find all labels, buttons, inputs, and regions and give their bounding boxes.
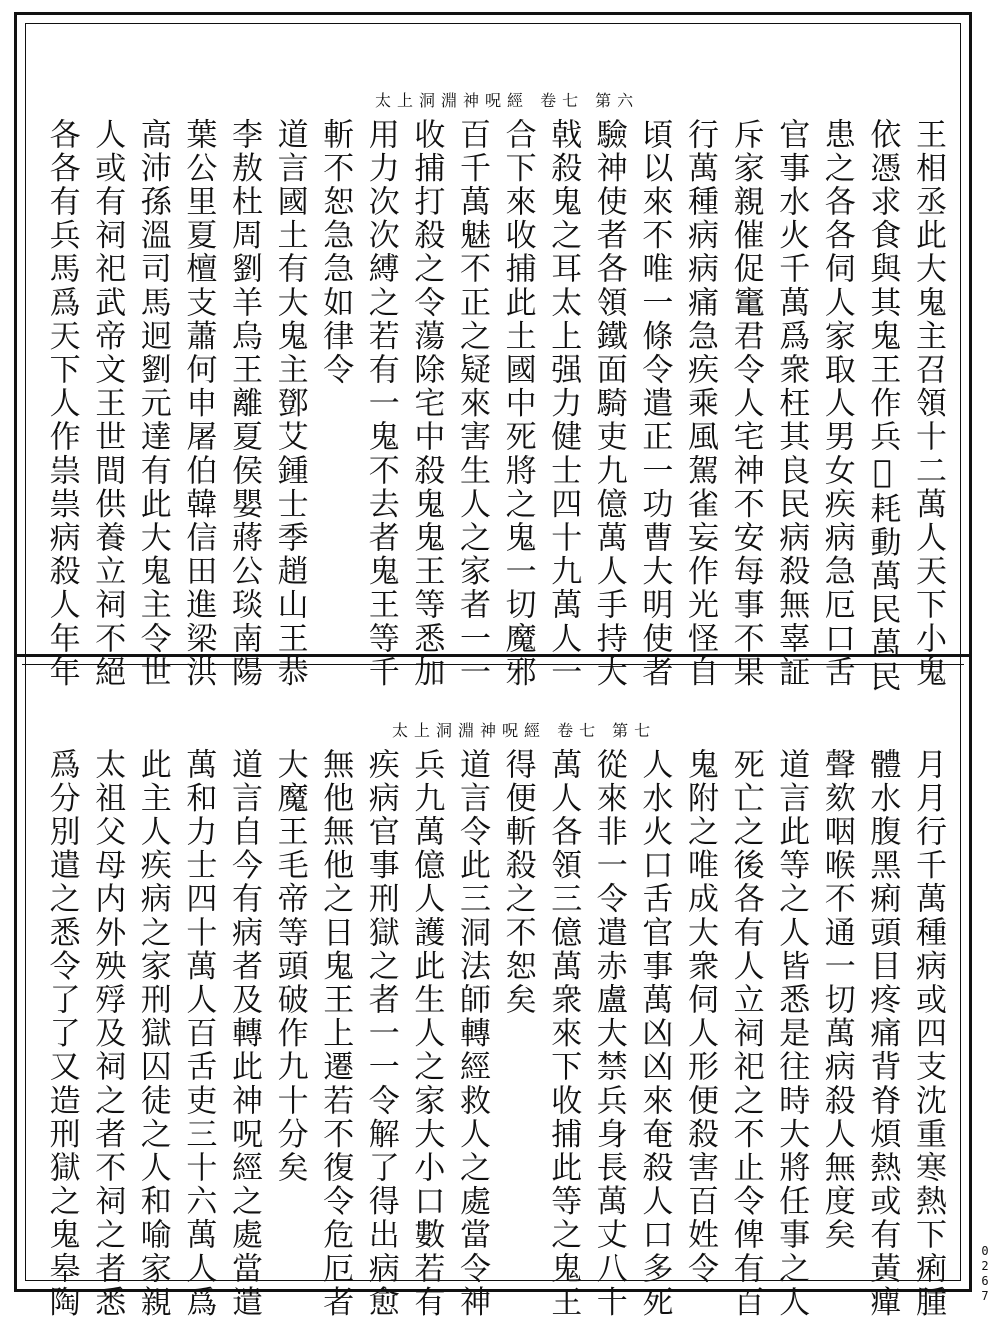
text-column: 聲欬咽喉不通一切萬病殺人無度矣 bbox=[818, 748, 855, 1252]
text-column: 人或有祠祀武帝文王世間供養立祠不絕 bbox=[89, 118, 126, 690]
text-column: 爲分別遣之悉令了了又造刑獄之鬼皋陶 bbox=[43, 748, 80, 1319]
text-column: 道言國土有大鬼主鄧艾鍾士季趙山王恭 bbox=[271, 118, 308, 690]
text-column: 收捕打殺之令蕩除宅中殺鬼鬼王等悉加 bbox=[408, 118, 445, 690]
text-column: 萬人各領三億萬衆來下收捕此等之鬼王 bbox=[545, 748, 582, 1319]
text-column: 驗神使者各領鐵面騎吏九億萬人手持大 bbox=[590, 118, 627, 690]
text-column: 葉公里夏檀支蕭何申屠伯韓信田進梁洪 bbox=[180, 118, 217, 690]
text-column: 疾病官事刑獄之者一一令解了得出病愈 bbox=[362, 748, 399, 1319]
text-column: 戟殺鬼之耳太上强力健士四十九萬人一 bbox=[545, 118, 582, 690]
bottom-page-header: 太上洞淵神呪經 卷七 第七 bbox=[392, 721, 657, 740]
text-column: 太祖父母内外殃殍及祠之者不祠之者悉 bbox=[89, 748, 126, 1319]
text-column: 得便斬殺之不恕矣 bbox=[499, 748, 536, 1017]
text-column: 道言此等之人皆悉是往時大將任事之人 bbox=[773, 748, 810, 1319]
text-column: 鬼附之唯成大衆伺人形便殺害百姓令 bbox=[682, 748, 718, 1286]
text-column: 死亡之後各有人立祠祀之不止令俾有百 bbox=[727, 748, 764, 1319]
text-column: 頃以來不唯一條令遣正一功曹大明使者 bbox=[636, 118, 673, 690]
page-number: 0267 bbox=[978, 1244, 992, 1304]
text-column: 百千萬魅不正之疑來害生人之家者一一 bbox=[454, 118, 490, 690]
text-column: 用力次次縛之若有一鬼不去者鬼王等千 bbox=[362, 118, 399, 690]
text-column: 人水火口舌官事萬凶凶來奄殺人口多死 bbox=[636, 748, 673, 1319]
text-column: 各各有兵馬爲天下人作祟祟病殺人年年 bbox=[43, 118, 80, 690]
text-column: 行萬種病病痛急疾乘風駕雀妄作光怪自 bbox=[682, 118, 718, 690]
text-column: 體水腹黑痢頭目疼痛背脊煩熱或有黃癉 bbox=[864, 748, 901, 1319]
text-column: 高沛孫溫司馬迥劉元達有此大鬼主令世 bbox=[134, 118, 171, 690]
text-column: 萬和力士四十萬人百舌吏三十六萬人爲 bbox=[180, 748, 217, 1319]
text-column: 李敖杜周劉羊烏王離夏侯嬰蔣公琰南陽 bbox=[226, 118, 262, 690]
top-page-header: 太上洞淵神呪經 卷七 第六 bbox=[375, 91, 640, 110]
text-column: 斬不恕急急如律令 bbox=[317, 118, 354, 387]
text-column: 從來非一令遣赤盧大禁兵身長萬丈八十 bbox=[590, 748, 627, 1319]
text-column: 兵九萬億人護此生人之家大小口數若有 bbox=[408, 748, 445, 1319]
text-column: 無他無他之日鬼王上遷若不復令危厄者 bbox=[317, 748, 354, 1319]
text-column: 月月行千萬種病或四支沈重寒熱下痢腫 bbox=[910, 748, 946, 1319]
text-column: 斥家親催促竃君令人宅神不安每事不果 bbox=[727, 118, 764, 690]
text-column: 道言自今有病者及轉此神呪經之處當遣 bbox=[226, 748, 262, 1319]
text-column: 此主人疾病之家刑獄囚徒之人和喻家親 bbox=[134, 748, 171, 1319]
text-column: 王相丞此大鬼主召領十二萬人天下小鬼 bbox=[910, 118, 946, 690]
text-column: 合下來收捕此土國中死將之鬼一切魔邪 bbox=[499, 118, 536, 690]
text-column: 依憑求食與其鬼王作兵𠂭耗動萬民萬民 bbox=[864, 118, 901, 695]
text-column: 患之各各伺人家取人男女疾病急厄口舌 bbox=[818, 118, 855, 690]
text-column: 道言令此三洞法師轉經救人之處當令神 bbox=[454, 748, 490, 1319]
text-column: 官事水火千萬爲衆枉其良民病殺無辜証 bbox=[773, 118, 810, 690]
text-column: 大魔王毛帝等頭破作九十分矣 bbox=[271, 748, 308, 1185]
